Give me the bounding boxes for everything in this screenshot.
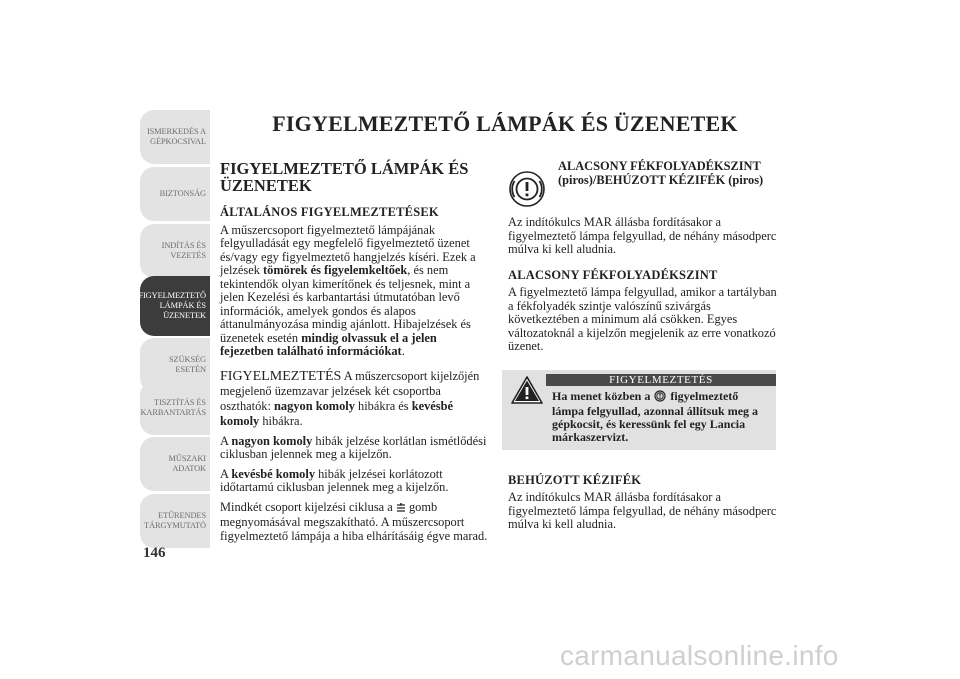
tab-tisztitas[interactable] [140,381,210,435]
tab-label: INDÍTÁS ÉS VEZETÉS [161,241,206,260]
tab-label: ETŰRENDES TÁRGYMUTATÓ [144,511,206,530]
tab-ismerkedes[interactable] [140,110,210,164]
tab-label: ISMERKEDÉS A GÉPKOCSIVAL [146,127,206,146]
tab-targymutato[interactable] [140,494,210,548]
paragraph-warning: FIGYELMEZTETÉS A műszercsoport kijelzőjén megjelenő üzemzavar jelzések két csoportba oszthatók: nagyon komoly hibákra és kevésbé komoly hibákra. [220,368,480,428]
tab-label: BIZTONSÁG [159,189,206,198]
warning-title: FIGYELMEZTETÉS [546,374,776,386]
tab-label: SZÜKSÉG ESETÉN [169,355,206,374]
paragraph-mar-1: Az indítókulcs MAR állásba fordításakor a figyelmeztető lámpa felgyullad, de néhány másodperc múlva ki kell aludnia. [508,215,777,256]
paragraph-handbrake: Az indítókulcs MAR állásba fordításakor a figyelmeztető lámpa felgyullad, de néhány másodperc múlva ki kell aludnia. [508,490,777,531]
tab-label: MŰSZAKI ADATOK [168,454,206,473]
warning-box [502,370,776,450]
warning-text: Ha menet közben a figyelmeztető lámpa felgyullad, azonnal állítsuk meg a gépkocsit, és keressünk fel egy Lancia márkaszervizt. [552,388,759,444]
tab-biztonsag[interactable] [140,167,210,221]
page-number: 146 [143,545,166,561]
subsection-low-fluid: ALACSONY FÉKFOLYADÉKSZINT [508,267,718,282]
right-column [508,160,780,538]
brake-warning-label: ALACSONY FÉKFOLYADÉKSZINT (piros)/BEHÚZOTT KÉZIFÉK (piros) [558,159,764,187]
page-title: FIGYELMEZTETŐ LÁMPÁK ÉS ÜZENETEK [272,111,738,136]
watermark: carmanualsonline.info [560,640,839,671]
subsection-handbrake: BEHÚZOTT KÉZIFÉK [508,472,642,487]
brake-warning-icon [508,170,546,208]
paragraph-minor: A kevésbé komoly hibák jelzései korlátozott időtartamú ciklusban jelennek meg a kijelzőn. [220,466,449,494]
paragraph-cycle: Mindkét csoport kijelzési ciklusa a gomb megnyomásával megszakítható. A műszercsoport figyelmeztető lámpája a hiba elhárításáig égve marad. [220,499,488,543]
paragraph-low-fluid: A figyelmeztető lámpa felgyullad, amikor a tartályban a fékfolyadék szintje valószínű szivárgás következtében a minimum alá csökken. Egyes változatoknál a kijelzőn megjelenik az erre vonatkozó üzenet. [508,285,777,353]
paragraph-general: A műszercsoport figyelmeztető lámpájának felgyulladását egy megfelelő figyelmeztető üzenet és/vagy egy figyelmeztető hangjelzés kíséri. Ezek a jelzések tömörek és figyelemkeltőek, és nem tekintendők olyan kimerítőnek és teljesnek, mint a jelen Kezelési és karbantartási útmutatóban levő információk, amelyek gondos és alapos áttanulmányozása mindig ajánlott. Hibajelzések és üzenetek esetén mindig olvassuk el a jelen fejezetben található információkat. [220,222,476,358]
paragraph-serious: A nagyon komoly hibák jelzése korlátlan ismétlődési ciklusban jelennek meg a kijelzőn. [220,433,487,461]
tab-label: TISZTÍTÁS ÉS KARBANTARTÁS [140,398,206,417]
tab-inditas[interactable] [140,224,210,278]
brake-warning-icon [653,390,667,405]
tab-label: FIGYELMEZTETŐ LÁMPÁK ÉS ÜZENETEK [138,291,206,320]
brake-warning-header [508,160,780,216]
left-column [220,160,492,549]
tab-figyelmezteto[interactable] [140,276,210,336]
section-heading: FIGYELMEZTETŐ LÁMPÁK ÉS ÜZENETEK [220,159,469,195]
subsection-heading: ÁLTALÁNOS FIGYELMEZTETÉSEK [220,205,439,219]
menu-button-icon [396,503,406,517]
tab-muszaki[interactable] [140,437,210,491]
